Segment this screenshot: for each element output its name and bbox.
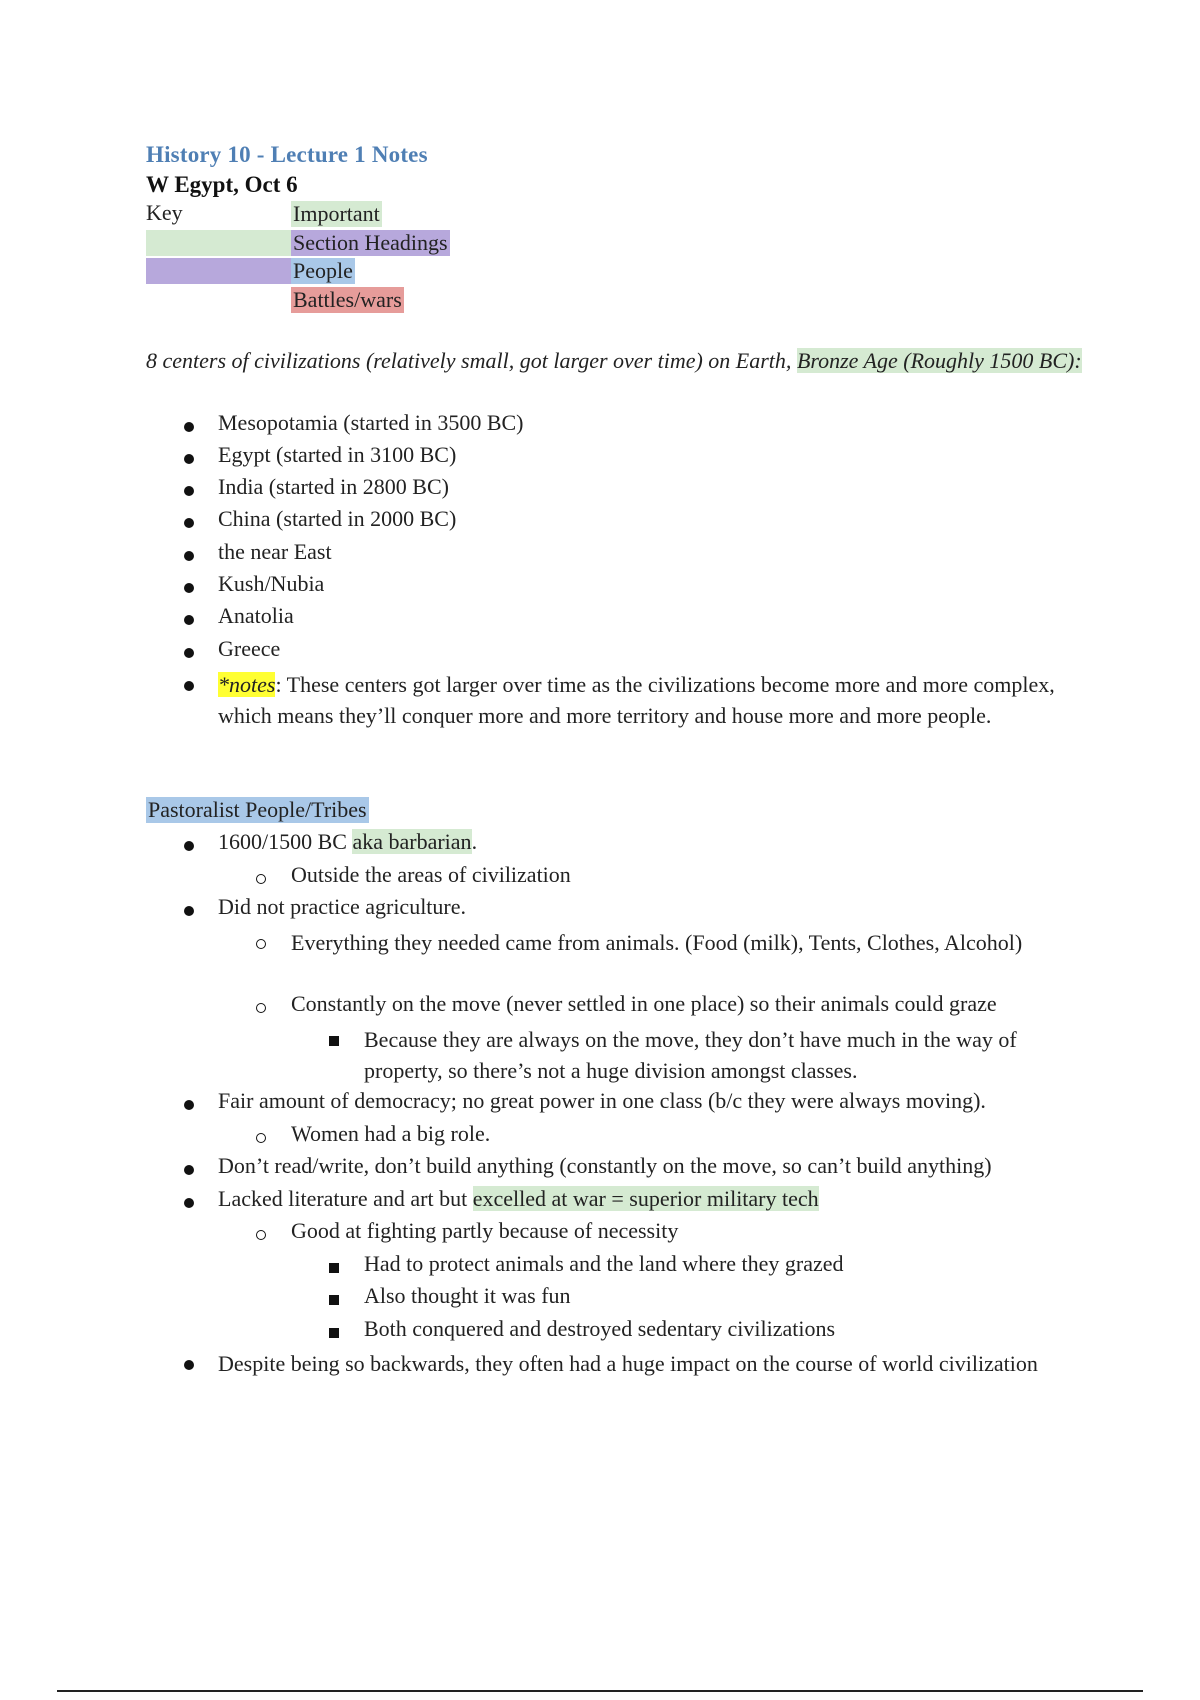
list-item: Fair amount of democracy; no great power in one class (b/c they were always moving). [218, 1088, 986, 1113]
key-item-important: Important [293, 201, 380, 226]
sub-list-item: Everything they needed came from animals. (Food (milk), Tents, Clothes, Alcohol) [291, 930, 1023, 955]
bullet-icon [184, 1165, 194, 1175]
notes-text: : These centers got larger over time as the civilizations become more and more complex, which means they’ll conquer more and more territory and house more and more people. [218, 672, 1055, 728]
bullet-icon [184, 841, 194, 851]
list-item: the near East [218, 539, 332, 564]
bullet-icon [184, 422, 194, 432]
sub-sub-list-item: Both conquered and destroyed sedentary civilizations [364, 1316, 836, 1341]
bullet-icon [184, 551, 194, 561]
list-item [218, 829, 477, 855]
key-item-people: People [293, 258, 353, 283]
sub-list-item: Women had a big role. [291, 1121, 491, 1146]
list-item-end: . [471, 829, 478, 854]
intro-highlight: Bronze Age (Roughly 1500 BC): [796, 348, 1082, 373]
list-item: India (started in 2800 BC) [218, 474, 449, 499]
list-item-text: 1600/1500 BC [218, 829, 353, 854]
list-item: Did not practice agriculture. [218, 894, 467, 919]
sub-bullet-icon [256, 874, 266, 884]
list-item-highlight: excelled at war = superior military tech [472, 1186, 819, 1211]
sub-sub-list-item: Had to protect animals and the land where they grazed [364, 1251, 844, 1276]
document-subtitle: W Egypt, Oct 6 [146, 172, 298, 197]
sub-sub-list-item: Also thought it was fun [364, 1283, 571, 1308]
list-item: Egypt (started in 3100 BC) [218, 442, 457, 467]
sub-sub-bullet-icon [329, 1036, 339, 1046]
sub-sub-bullet-icon [329, 1295, 339, 1305]
sub-bullet-icon [256, 939, 266, 949]
bullet-icon [184, 454, 194, 464]
sub-list-item: Constantly on the move (never settled in one place) so their animals could graze [291, 991, 997, 1016]
notes-tag: *notes [218, 672, 276, 697]
bullet-icon [184, 486, 194, 496]
bullet-icon [184, 648, 194, 658]
list-item: Kush/Nubia [218, 571, 325, 596]
document-title: History 10 - Lecture 1 Notes [146, 142, 428, 167]
list-item: Despite being so backwards, they often had a huge impact on the course of world civilization [218, 1351, 1038, 1376]
list-item: China (started in 2000 BC) [218, 506, 457, 531]
sub-sub-list-item: Because they are always on the move, they don’t have much in the way of property, so there’s not a huge division amongst classes. [364, 1027, 1017, 1083]
sub-list-item: Good at fighting partly because of necessity [291, 1218, 679, 1243]
bullet-icon [184, 681, 194, 691]
intro-text: 8 centers of civilizations (relatively small, got larger over time) on Earth, [146, 348, 797, 373]
bullet-icon [184, 518, 194, 528]
section-heading: Pastoralist People/Tribes [148, 797, 367, 822]
list-item-text: Lacked literature and art but [218, 1186, 473, 1211]
sub-sub-bullet-icon [329, 1263, 339, 1273]
bullet-icon [184, 583, 194, 593]
list-item: Anatolia [218, 603, 294, 628]
list-item: Don’t read/write, don’t build anything (constantly on the move, so can’t build anything) [218, 1153, 992, 1178]
bullet-icon [184, 1360, 194, 1370]
list-item-highlight: aka barbarian [352, 829, 472, 854]
bullet-icon [184, 1100, 194, 1110]
list-item: Greece [218, 636, 281, 661]
sub-bullet-icon [256, 1133, 266, 1143]
page-divider [57, 1690, 1143, 1692]
intro-paragraph [146, 345, 1086, 376]
key-swatch-green [146, 230, 291, 256]
list-item [218, 1186, 819, 1212]
list-item: Mesopotamia (started in 3500 BC) [218, 410, 524, 435]
bullet-icon [184, 1198, 194, 1208]
key-swatch-purple [146, 258, 291, 284]
key-item-battles: Battles/wars [293, 287, 402, 312]
sub-bullet-icon [256, 1230, 266, 1240]
bullet-icon [184, 615, 194, 625]
notes-item [218, 669, 1098, 731]
sub-list-item: Outside the areas of civilization [291, 862, 571, 887]
bullet-icon [184, 906, 194, 916]
sub-sub-bullet-icon [329, 1328, 339, 1338]
key-label: Key [146, 200, 183, 225]
sub-bullet-icon [256, 1003, 266, 1013]
key-item-section-headings: Section Headings [293, 230, 448, 255]
